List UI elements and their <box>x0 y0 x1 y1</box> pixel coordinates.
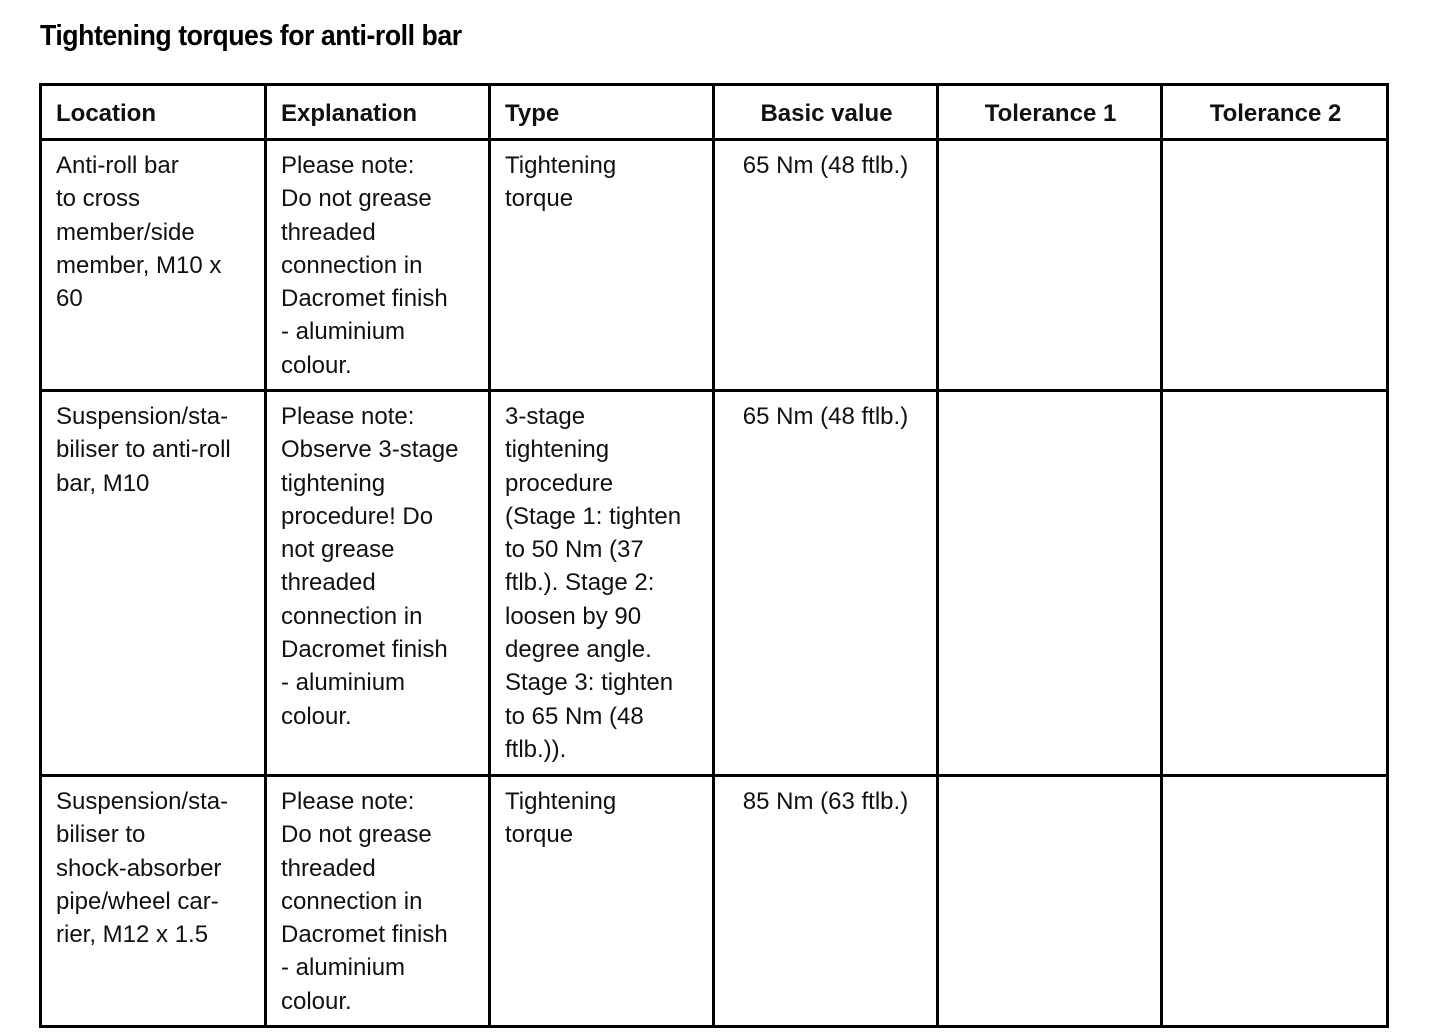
table-header-row <box>41 85 1388 140</box>
cell-basic-value-text: 65 Nm (48 ftlb.) <box>742 152 909 179</box>
cell-location-text: Anti-roll bar to cross member/side member, M10 x 60 <box>56 152 222 313</box>
cell-tolerance-1 <box>938 776 1162 1027</box>
cell-basic-value-text: 85 Nm (63 ftlb.) <box>742 788 909 815</box>
cell-location-text: Suspension/sta- biliser to shock-absorber pipe/wheel car- rier, M12 x 1.5 <box>56 788 229 949</box>
cell-type <box>490 776 714 1027</box>
cell-type-text: 3-stage tightening procedure (Stage 1: tighten to 50 Nm (37 ftlb.). Stage 2: loosen by 90 degree angle. Stage 3: tighten to 65 Nm (48 ftlb.)). <box>505 403 682 763</box>
cell-explanation-text: Please note: Observe 3-stage tightening procedure! Do not grease threaded connection in Dacromet finish - aluminium colour. <box>281 403 459 730</box>
cell-basic-value <box>714 776 938 1027</box>
column-header-tolerance-1: Tolerance 1 <box>938 85 1162 140</box>
cell-type-text: Tightening torque <box>505 788 617 849</box>
cell-tolerance-2 <box>1162 391 1388 776</box>
cell-tolerance-2 <box>1162 776 1388 1027</box>
cell-explanation <box>266 140 490 391</box>
cell-explanation-text: Please note: Do not grease threaded connection in Dacromet finish - aluminium colour. <box>281 788 448 1015</box>
cell-tolerance-2 <box>1162 140 1388 391</box>
cell-tolerance-1 <box>938 140 1162 391</box>
cell-explanation-text: Please note: Do not grease threaded connection in Dacromet finish - aluminium colour. <box>281 152 448 379</box>
table-row <box>41 391 1388 776</box>
column-header-explanation: Explanation <box>266 85 490 140</box>
page-title: Tightening torques for anti-roll bar <box>40 20 462 52</box>
cell-explanation <box>266 391 490 776</box>
table-row <box>41 140 1388 391</box>
table-row <box>41 776 1388 1027</box>
cell-explanation <box>266 776 490 1027</box>
column-header-tolerance-2: Tolerance 2 <box>1162 85 1388 140</box>
column-header-location: Location <box>41 85 266 140</box>
cell-basic-value-text: 65 Nm (48 ftlb.) <box>742 403 909 430</box>
cell-location <box>41 776 266 1027</box>
column-header-basic-value: Basic value <box>714 85 938 140</box>
cell-basic-value <box>714 140 938 391</box>
cell-tolerance-1 <box>938 391 1162 776</box>
cell-location-text: Suspension/sta- biliser to anti-roll bar, M10 <box>56 403 231 497</box>
cell-basic-value <box>714 391 938 776</box>
cell-location <box>41 391 266 776</box>
cell-location <box>41 140 266 391</box>
column-header-type: Type <box>490 85 714 140</box>
torque-table <box>39 83 1389 1028</box>
cell-type-text: Tightening torque <box>505 152 617 213</box>
cell-type <box>490 140 714 391</box>
cell-type <box>490 391 714 776</box>
